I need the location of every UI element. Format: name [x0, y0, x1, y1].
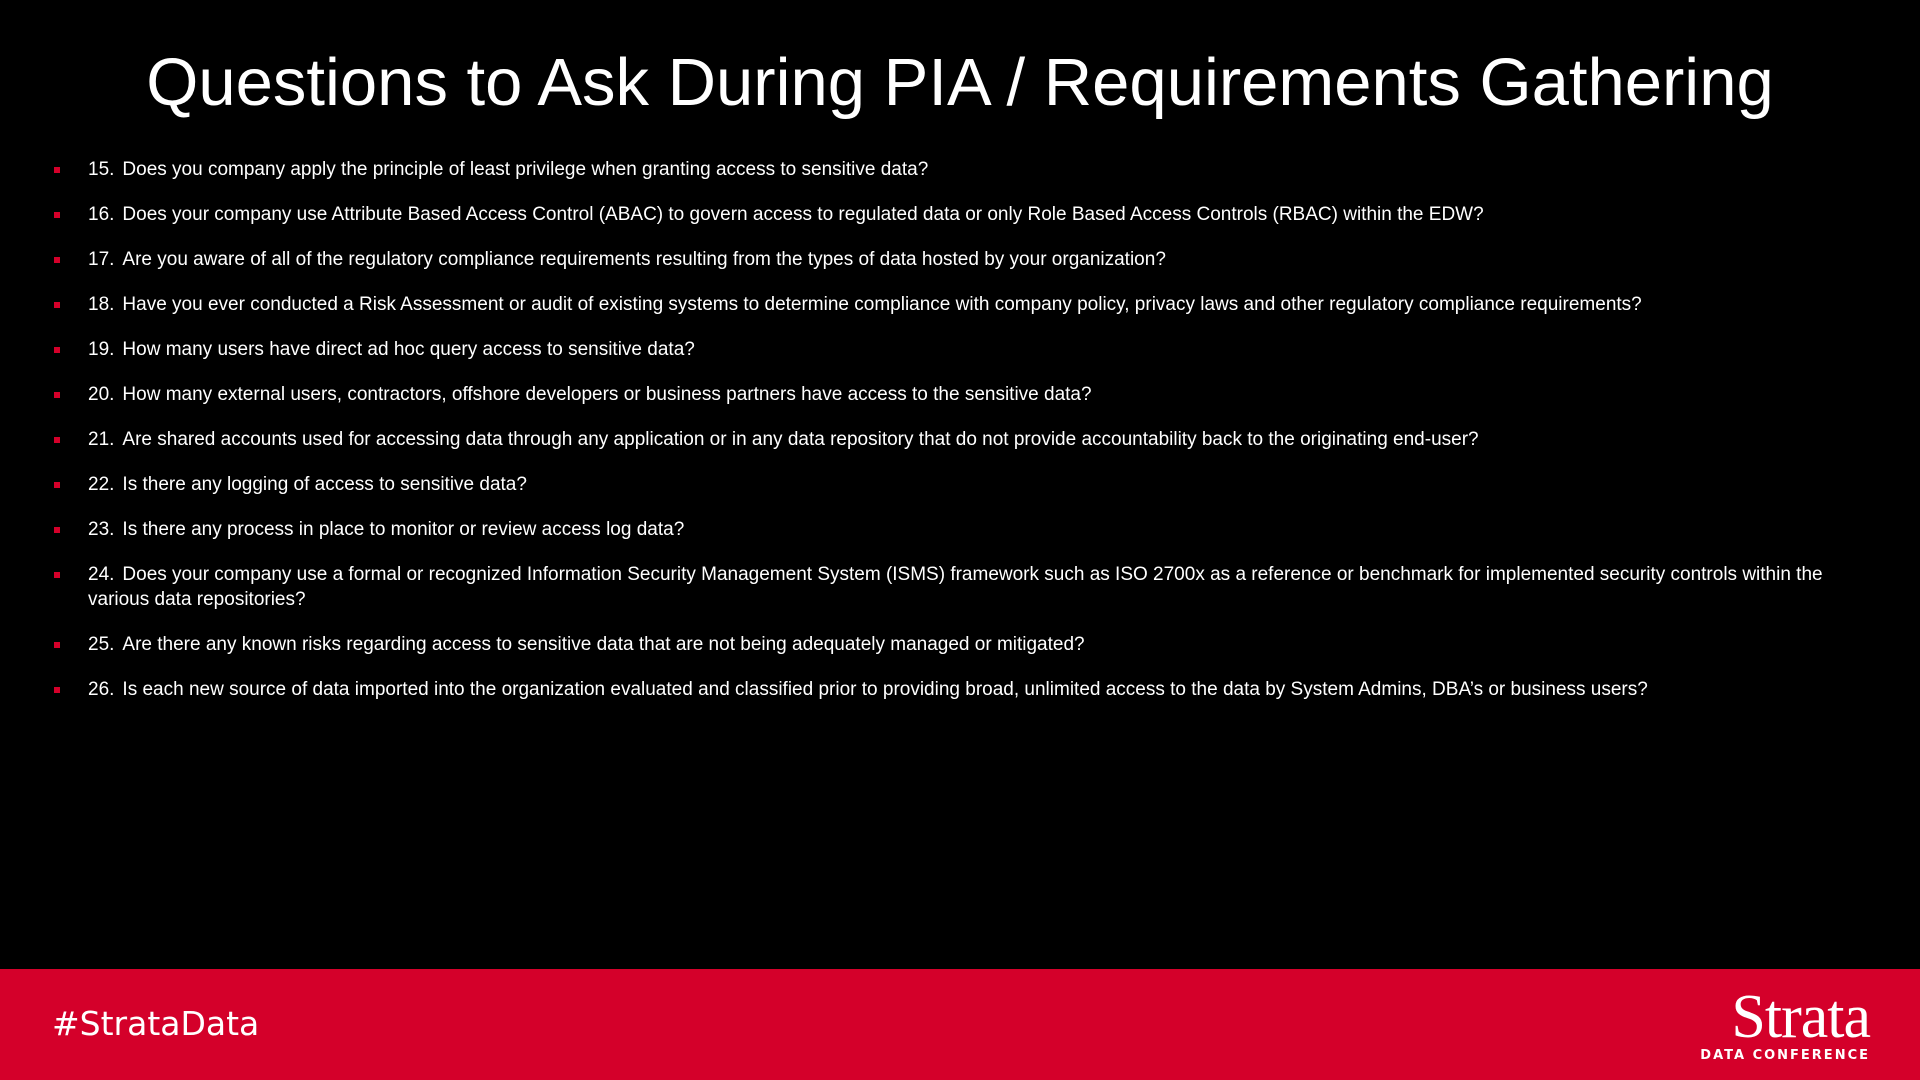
logo-wordmark: Strata	[1731, 983, 1870, 1051]
square-bullet-icon	[54, 482, 60, 488]
square-bullet-icon	[54, 527, 60, 533]
list-item	[50, 562, 1880, 612]
question-text: Is there any logging of access to sensitive data?	[122, 474, 527, 495]
list-item	[50, 517, 1880, 542]
square-bullet-icon	[54, 212, 60, 218]
list-item	[50, 202, 1880, 227]
question-text: Are there any known risks regarding access to sensitive data that are not being adequately managed or mitigated?	[122, 634, 1085, 655]
square-bullet-icon	[54, 302, 60, 308]
slide-title: Questions to Ask During PIA / Requirements Gathering	[146, 45, 1774, 120]
strata-logo	[1695, 983, 1870, 1067]
question-text: Does your company use a formal or recognized Information Security Management System (ISMS) framework such as ISO 2700x as a reference or benchmark for implemented security controls within the various data repositories?	[88, 564, 1823, 610]
question-number: 17.	[88, 249, 115, 270]
question-number: 23.	[88, 519, 115, 540]
list-item	[50, 632, 1880, 657]
question-text: Is there any process in place to monitor or review access log data?	[122, 519, 685, 540]
question-number: 16.	[88, 204, 115, 225]
square-bullet-icon	[54, 642, 60, 648]
list-item	[50, 472, 1880, 497]
list-item	[50, 427, 1880, 452]
question-list	[50, 157, 1880, 722]
list-item	[50, 677, 1880, 702]
list-item	[50, 382, 1880, 407]
square-bullet-icon	[54, 347, 60, 353]
question-text: Does your company use Attribute Based Access Control (ABAC) to govern access to regulated data or only Role Based Access Controls (RBAC) within the EDW?	[122, 204, 1484, 225]
question-text: Does you company apply the principle of least privilege when granting access to sensitive data?	[122, 159, 929, 180]
question-number: 21.	[88, 429, 115, 450]
question-number: 19.	[88, 339, 115, 360]
question-number: 25.	[88, 634, 115, 655]
footer-bar	[0, 969, 1920, 1080]
square-bullet-icon	[54, 392, 60, 398]
question-text: How many users have direct ad hoc query access to sensitive data?	[122, 339, 695, 360]
logo-subtitle: DATA CONFERENCE	[1700, 1048, 1870, 1063]
list-item	[50, 337, 1880, 362]
list-item	[50, 292, 1880, 317]
list-item	[50, 157, 1880, 182]
hashtag-label: #StrataData	[52, 1004, 260, 1043]
question-number: 20.	[88, 384, 115, 405]
list-item	[50, 247, 1880, 272]
question-text: Are shared accounts used for accessing data through any application or in any data repository that do not provide accountability back to the originating end-user?	[122, 429, 1479, 450]
square-bullet-icon	[54, 437, 60, 443]
question-number: 15.	[88, 159, 115, 180]
square-bullet-icon	[54, 572, 60, 578]
question-text: Is each new source of data imported into the organization evaluated and classified prior to providing broad, unlimited access to the data by System Admins, DBA’s or business users?	[122, 679, 1648, 700]
square-bullet-icon	[54, 687, 60, 693]
question-text: Are you aware of all of the regulatory compliance requirements resulting from the types of data hosted by your organization?	[122, 249, 1166, 270]
square-bullet-icon	[54, 167, 60, 173]
question-text: Have you ever conducted a Risk Assessment or audit of existing systems to determine compliance with company policy, privacy laws and other regulatory compliance requirements?	[122, 294, 1642, 315]
question-number: 18.	[88, 294, 115, 315]
question-number: 22.	[88, 474, 115, 495]
question-number: 24.	[88, 564, 115, 585]
question-number: 26.	[88, 679, 115, 700]
question-text: How many external users, contractors, offshore developers or business partners have access to the sensitive data?	[122, 384, 1092, 405]
square-bullet-icon	[54, 257, 60, 263]
